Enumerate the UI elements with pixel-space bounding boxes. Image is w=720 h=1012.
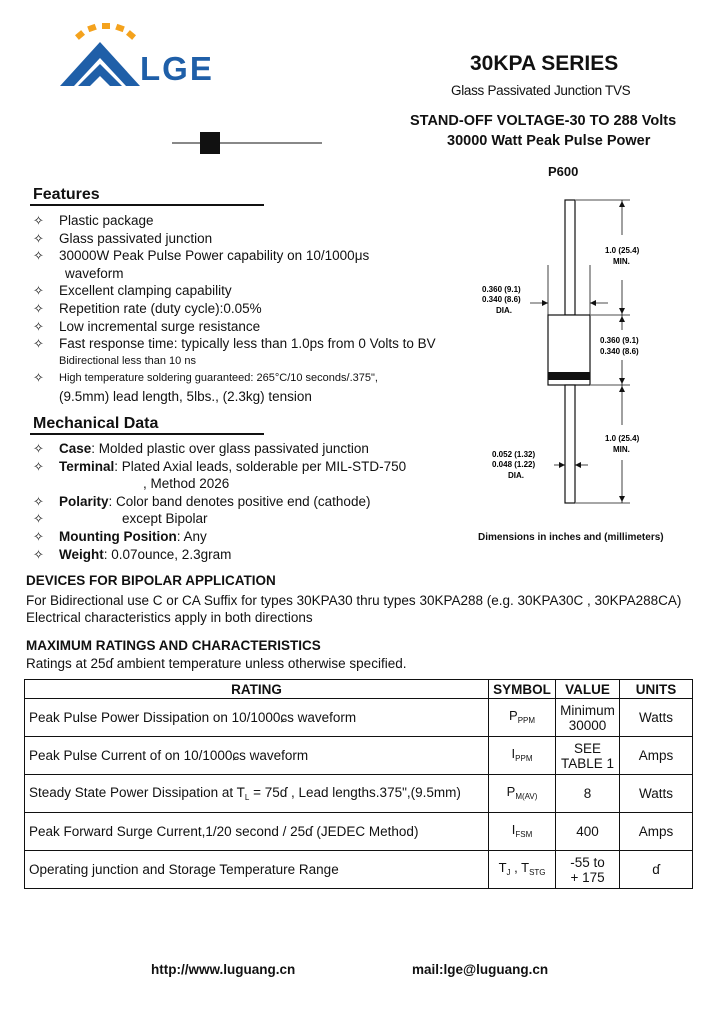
features-title: Features — [33, 186, 100, 203]
dim-body-len-1: 0.360 (9.1) — [600, 336, 639, 345]
bullet-icon: ✧ — [33, 336, 44, 352]
mechanical-underline — [30, 433, 264, 435]
list-item: ✧ Repetition rate (duty cycle):0.05% — [33, 300, 262, 316]
list-item: ✧ Mounting Position: Any — [33, 528, 207, 544]
footer-url-link[interactable]: http://www.luguang.cn — [151, 962, 296, 977]
header-value: VALUE — [556, 680, 620, 699]
list-item: ✧ Plastic package — [33, 213, 154, 228]
dim-lead-bot-length: 1.0 (25.4) — [605, 434, 640, 443]
bullet-icon: ✧ — [33, 546, 44, 562]
peak-power: 30000 Watt Peak Pulse Power — [447, 133, 651, 149]
list-item: ✧ Excellent clamping capability — [33, 283, 232, 299]
bullet-icon: ✧ — [33, 441, 44, 456]
lead-bottom — [565, 385, 575, 503]
bipolar-line-2: Electrical characteristics apply in both directions — [26, 610, 313, 625]
dim-lead-dia-1: 0.052 (1.32) — [492, 450, 536, 459]
list-item-continued: (9.5mm) lead length, 5lbs., (2.3kg) tension — [59, 388, 312, 404]
cell-rating: Peak Forward Surge Current,1/20 second / 25ɗ (JEDEC Method) — [25, 813, 489, 851]
logo-text: LGE — [140, 50, 214, 87]
cell-unit: Amps — [620, 737, 693, 775]
lead-top — [565, 200, 575, 315]
list-item: ✧ Polarity: Color band denotes positive end (cathode) — [33, 493, 371, 509]
header-symbol: SYMBOL — [489, 680, 556, 699]
ratings-note: Ratings at 25ɗ ambient temperature unless otherwise specified. — [26, 656, 407, 671]
sun-rays-icon — [75, 23, 136, 40]
cell-value: SEE TABLE 1 — [556, 737, 620, 775]
dim-lead-bot-min: MIN. — [613, 445, 630, 454]
mechanical-title: Mechanical Data — [33, 415, 159, 432]
bullet-icon: ✧ — [33, 511, 44, 527]
bullet-icon: ✧ — [33, 318, 44, 334]
package-dimension-drawing — [470, 185, 685, 515]
list-item: ✧ 30000W Peak Pulse Power capability on 10/1000μs — [33, 248, 370, 264]
bipolar-line-1: For Bidirectional use C or CA Suffix for types 30KPA30 thru types 30KPA288 (e.g. 30KPA30C , 30KPA288CA) — [26, 593, 682, 608]
cell-unit: Watts — [620, 699, 693, 737]
bullet-icon: ✧ — [33, 369, 44, 385]
list-item-continued: waveform — [65, 265, 124, 281]
header-units: UNITS — [620, 680, 693, 699]
cell-symbol: $I_{FSM}$ — [489, 813, 556, 851]
mechanical-list — [33, 440, 473, 563]
bullet-icon: ✧ — [33, 458, 44, 474]
list-item: ✧ Case: Molded plastic over glass passivated junction — [33, 441, 369, 456]
table-row — [25, 851, 693, 889]
bullet-icon: ✧ — [33, 213, 44, 228]
dim-body-dia-1: 0.360 (9.1) — [482, 285, 521, 294]
table-row — [25, 737, 693, 775]
cell-symbol: $P_{M(AV)}$ — [489, 775, 556, 813]
dim-lead-top-min: MIN. — [613, 257, 630, 266]
list-item-continued: Bidirectional less than 10 ns — [59, 354, 196, 367]
list-item: ✧ Weight: 0.07ounce, 2.3gram — [33, 546, 232, 562]
table-row — [25, 699, 693, 737]
cell-rating: Steady State Power Dissipation at $T_L$ = 75ɗ , Lead lengths.375",(9.5mm) — [25, 775, 489, 813]
cell-symbol: $I_{PPM}$ — [489, 737, 556, 775]
cell-value: -55 to + 175 — [556, 851, 620, 889]
table-row — [25, 775, 693, 813]
list-item: ✧ except Bipolar — [33, 511, 208, 527]
cell-unit: ɗ — [620, 851, 693, 889]
bullet-icon: ✧ — [33, 248, 44, 264]
cell-value: 8 — [556, 775, 620, 813]
header-rating: RATING — [25, 680, 489, 699]
cathode-band — [548, 372, 590, 380]
diode-illustration — [172, 128, 322, 158]
cell-value: 400 — [556, 813, 620, 851]
cell-rating: Peak Pulse Current of on 10/1000ɕs waveform — [25, 737, 489, 775]
table-header-row — [25, 680, 693, 699]
footer-mail-link[interactable]: mail:lge@luguang.cn — [412, 962, 549, 977]
features-underline — [30, 204, 264, 206]
dim-body-dia-label: DIA. — [496, 306, 512, 315]
dim-lead-dia-2: 0.048 (1.22) — [492, 460, 536, 469]
dim-body-dia-2: 0.340 (8.6) — [482, 295, 521, 304]
cell-rating: Operating junction and Storage Temperature Range — [25, 851, 489, 889]
table-row — [25, 813, 693, 851]
triangle-mountain-icon — [60, 42, 140, 86]
list-item: ✧ Glass passivated junction — [33, 230, 213, 246]
series-subtitle: Glass Passivated Junction TVS — [451, 83, 631, 98]
cell-symbol: $T_J$ , $T_{STG}$ — [489, 851, 556, 889]
bullet-icon: ✧ — [33, 300, 44, 316]
bullet-icon: ✧ — [33, 528, 44, 544]
cell-symbol: $P_{PPM}$ — [489, 699, 556, 737]
bullet-icon: ✧ — [33, 230, 44, 246]
cell-unit: Watts — [620, 775, 693, 813]
bipolar-title: DEVICES FOR BIPOLAR APPLICATION — [26, 573, 276, 588]
list-item: ✧ Terminal: Plated Axial leads, solderable per MIL-STD-750 — [33, 458, 407, 474]
dim-body-len-2: 0.340 (8.6) — [600, 347, 639, 356]
package-name: P600 — [548, 164, 579, 179]
dim-lead-dia-label: DIA. — [508, 471, 524, 480]
list-item-continued: , Method 2026 — [143, 476, 230, 492]
list-item: ✧ Fast response time: typically less than 1.0ps from 0 Volts to BV — [33, 336, 436, 352]
dimension-caption: Dimensions in inches and (millimeters) — [478, 532, 664, 543]
dim-lead-top-length: 1.0 (25.4) — [605, 246, 640, 255]
series-title: 30KPA SERIES — [470, 52, 619, 75]
list-item: ✧ Low incremental surge resistance — [33, 318, 261, 334]
bullet-icon: ✧ — [33, 283, 44, 299]
cell-unit: Amps — [620, 813, 693, 851]
cell-rating: Peak Pulse Power Dissipation on 10/1000ɕs waveform — [25, 699, 489, 737]
standoff-voltage: STAND-OFF VOLTAGE-30 TO 288 Volts — [410, 113, 677, 129]
features-list — [33, 212, 473, 407]
cell-value: Minimum 30000 — [556, 699, 620, 737]
ratings-title: MAXIMUM RATINGS AND CHARACTERISTICS — [26, 638, 321, 653]
list-item: ✧ High temperature soldering guaranteed: 265°C/10 seconds/.375", — [33, 369, 378, 385]
ratings-table — [24, 679, 693, 889]
bullet-icon: ✧ — [33, 493, 44, 509]
